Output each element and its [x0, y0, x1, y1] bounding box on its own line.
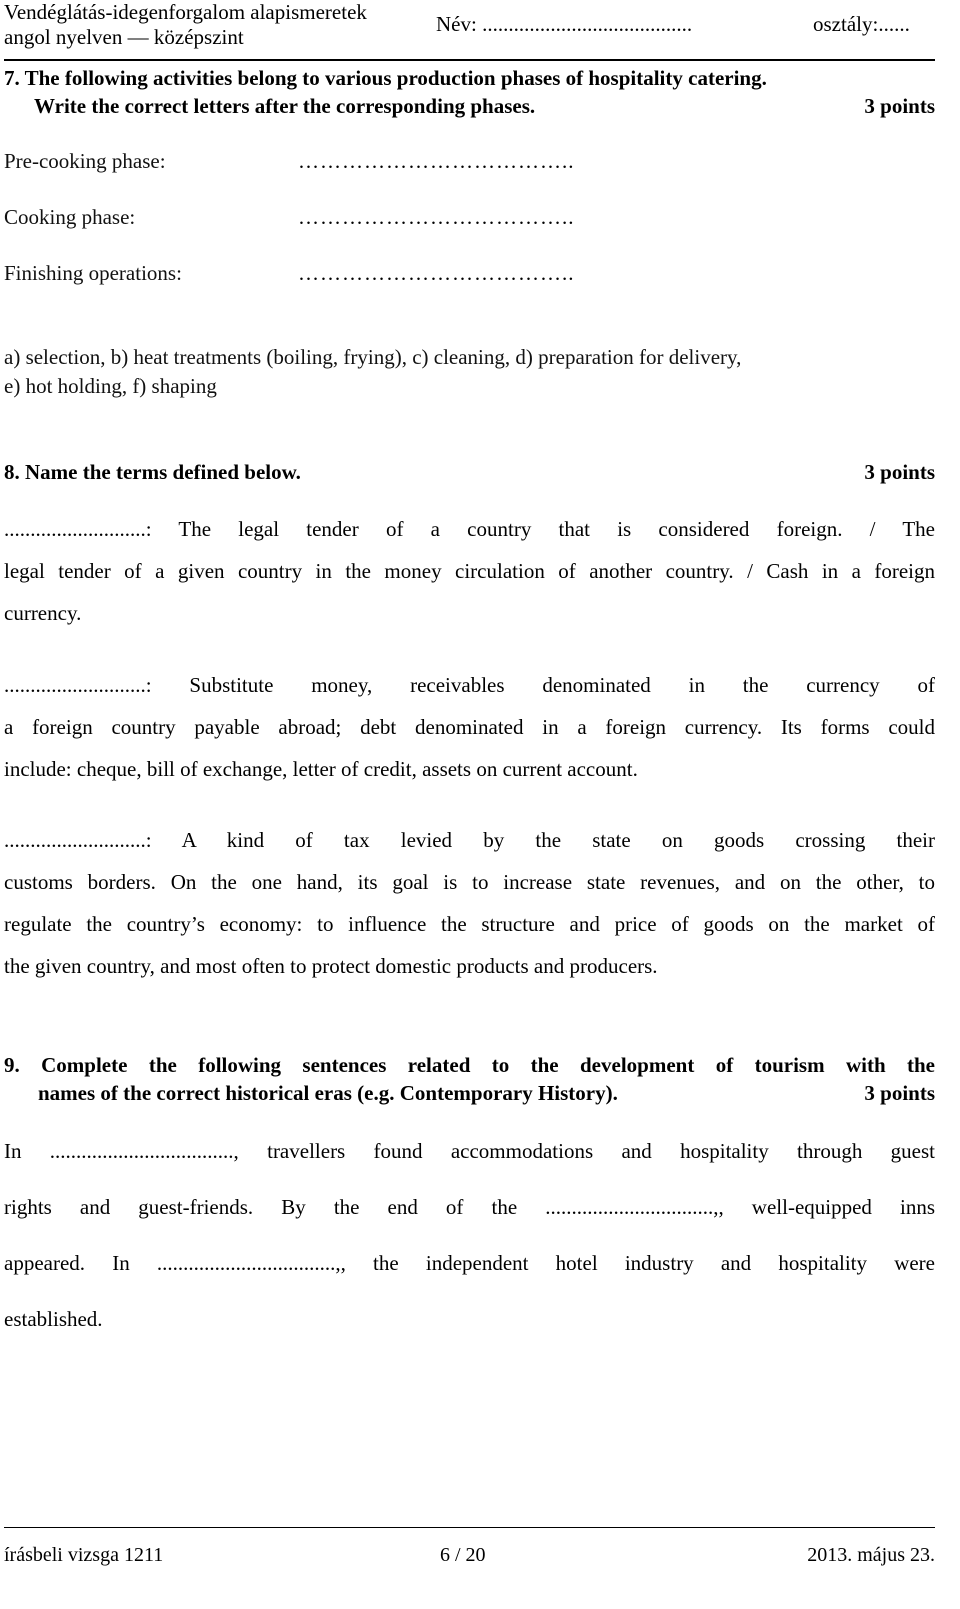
- q9-sentence-line: established.: [4, 1307, 103, 1331]
- q8-definition-2: [4, 664, 935, 790]
- header-rule: [4, 59, 935, 61]
- def1-line: legal tender of a given country in the money circulation of another country. / Cash in a foreign: [4, 559, 935, 583]
- q9-points: 3 points: [864, 1081, 935, 1105]
- q9-title-line2: names of the correct historical eras (e.g. Contemporary History).: [38, 1081, 618, 1105]
- q8-points: 3 points: [864, 460, 935, 484]
- q8-title: 8. Name the terms defined below.: [4, 460, 301, 484]
- def1-line[interactable]: ...........................: The legal tender of a country that is considered foreign. / The: [4, 517, 935, 541]
- phase-answer-cooking[interactable]: ………………………………..: [298, 205, 575, 229]
- def2-line[interactable]: ...........................: Substitute money, receivables denominated in the currency of: [4, 673, 935, 697]
- q8-definition-3: [4, 819, 935, 987]
- q9-sentence-line[interactable]: rights and guest-friends. By the end of the ................................,, well-equipped inns: [4, 1195, 935, 1219]
- def3-line[interactable]: ...........................: A kind of tax levied by the state on goods crossing their: [4, 828, 935, 852]
- def2-line: a foreign country payable abroad; debt denominated in a foreign currency. Its forms could: [4, 715, 935, 739]
- q9-sentence-line[interactable]: appeared. In ..................................,, the independent hotel industry and hospitality were: [4, 1251, 935, 1275]
- q7-title-line2: Write the correct letters after the corresponding phases.: [34, 94, 536, 118]
- def3-line: customs borders. On the one hand, its goal is to increase state revenues, and on the other, to: [4, 870, 935, 894]
- footer-exam-code: írásbeli vizsga 1211: [4, 1544, 164, 1566]
- def3-line: the given country, and most often to protect domestic products and producers.: [4, 954, 658, 978]
- footer-page-number: 6 / 20: [440, 1544, 486, 1566]
- def1-line: currency.: [4, 601, 82, 625]
- footer-date: 2013. május 23.: [807, 1544, 935, 1566]
- footer-rule: [4, 1527, 935, 1528]
- subject-title: Vendéglátás-idegenforgalom alapismeretek: [4, 0, 367, 24]
- class-field-label: osztály:......: [813, 12, 910, 36]
- phase-label-cooking: Cooking phase:: [4, 205, 136, 229]
- q8-definition-1: [4, 508, 935, 634]
- q7-options-line2: e) hot holding, f) shaping: [4, 374, 217, 398]
- phase-answer-precooking[interactable]: ………………………………..: [298, 149, 575, 173]
- name-field-label: Név: ........................................: [436, 12, 693, 36]
- q9-sentence-line[interactable]: In ..................................., travellers found accommodations and hospitality through guest: [4, 1139, 935, 1163]
- def3-line: regulate the country’s economy: to influence the structure and price of goods on the market of: [4, 912, 935, 936]
- phase-label-finishing: Finishing operations:: [4, 261, 182, 285]
- def2-line: include: cheque, bill of exchange, letter of credit, assets on current account.: [4, 757, 638, 781]
- phase-label-precooking: Pre-cooking phase:: [4, 149, 166, 173]
- q7-options-line1: a) selection, b) heat treatments (boiling, frying), c) cleaning, d) preparation for delivery,: [4, 345, 742, 369]
- phase-answer-finishing[interactable]: ………………………………..: [298, 261, 575, 285]
- q7-points: 3 points: [864, 94, 935, 118]
- q9-title-line1: 9. Complete the following sentences related to the development of tourism with the: [4, 1053, 935, 1077]
- q7-title-line1: 7. The following activities belong to various production phases of hospitality catering.: [4, 66, 767, 90]
- subject-level: angol nyelven — középszint: [4, 25, 244, 49]
- q9-sentences: [4, 1130, 935, 1354]
